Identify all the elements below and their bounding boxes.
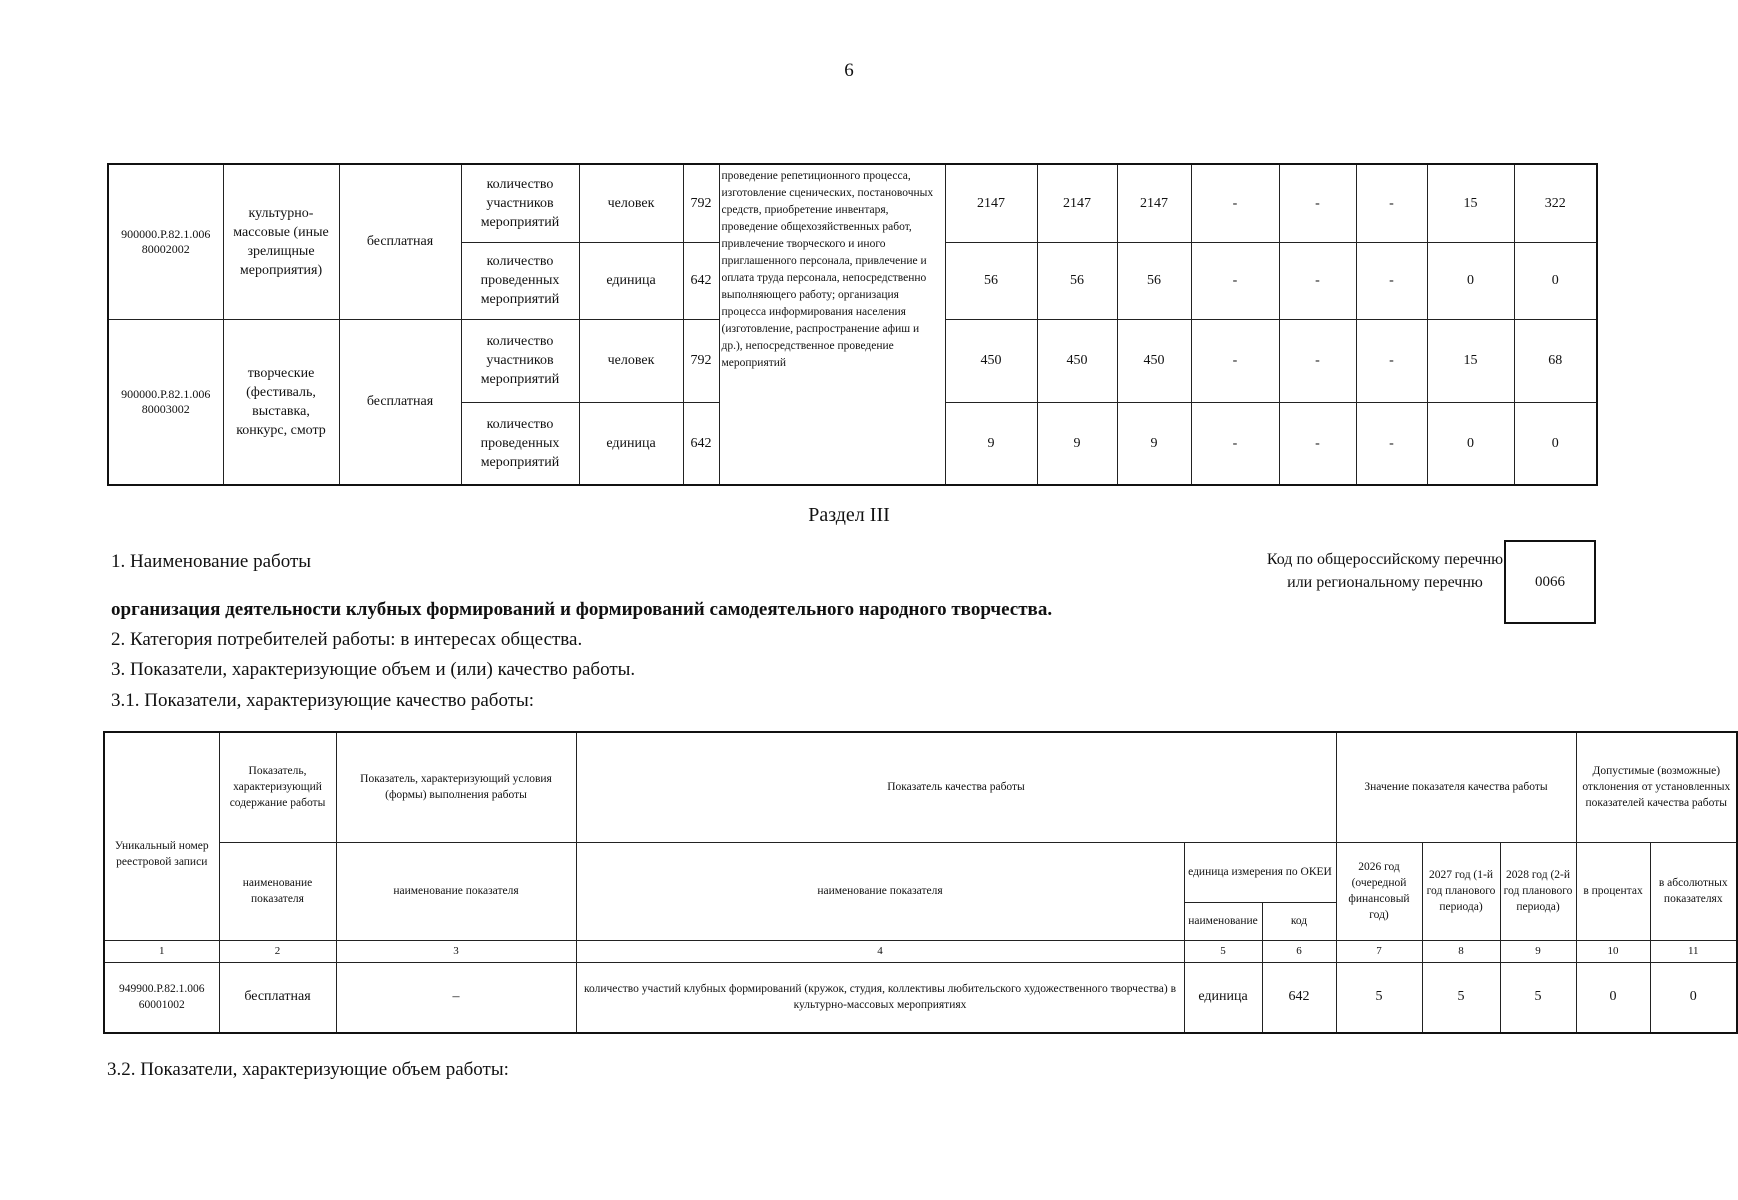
column-number: 9 (1500, 940, 1576, 962)
header-content-indicator: Показатель, характеризующий содержание работы (219, 732, 336, 842)
header-deviation: Допустимые (возможные) отклонения от установленных показателей качества работы (1576, 732, 1737, 842)
registry-id: 949900.Р.82.1.006 60001002 (104, 962, 219, 1033)
unit-code: 792 (683, 319, 719, 402)
column-number: 5 (1184, 940, 1262, 962)
value-2027: 5 (1422, 962, 1500, 1033)
header-quality-value: Значение показателя качества работы (1336, 732, 1576, 842)
registry-code-value: 0066 (1535, 573, 1565, 590)
volume-indicators-heading: 3.2. Показатели, характеризующие объем работы: (107, 1059, 509, 1080)
quality-indicators-table (103, 731, 1738, 1034)
cell-dash: - (1356, 164, 1427, 242)
deviation-absolute: 322 (1514, 164, 1597, 242)
deviation-absolute: 0 (1650, 962, 1737, 1033)
cell-dash: - (1191, 319, 1279, 402)
header-absolute: в абсолютных показателях (1650, 842, 1737, 940)
registry-id: 900000.Р.82.1.006 80002002 (108, 164, 223, 319)
header-name-indicator: наименование показателя (336, 842, 576, 940)
deviation-percent: 15 (1427, 319, 1514, 402)
value-2028: 9 (1117, 402, 1191, 485)
work-name: организация деятельности клубных формирований и формирований самодеятельного народного творчества. (111, 599, 1053, 620)
header-name-indicator: наименование показателя (576, 842, 1184, 940)
registry-code-label: Код по общероссийскому перечню или региональному перечню (1266, 551, 1504, 591)
section-title: Раздел III (808, 504, 890, 526)
registry-id: 900000.Р.82.1.006 80003002 (108, 319, 223, 485)
deviation-percent: 0 (1427, 402, 1514, 485)
cell-dash: - (1356, 402, 1427, 485)
header-name-indicator: наименование показателя (219, 842, 336, 940)
header-year-2028: 2028 год (2-й год планового периода) (1500, 842, 1576, 940)
value-2027: 9 (1037, 402, 1117, 485)
quality-indicator-name: количество участий клубных формирований (кружок, студия, коллективы любительского художественного творчества) в культурно-массовых мероприятиях (576, 962, 1184, 1033)
cell-dash: - (1279, 164, 1356, 242)
value-2026: 9 (945, 402, 1037, 485)
consumer-category: 2. Категория потребителей работы: в интересах общества. (111, 629, 583, 650)
content-indicator: творческие (фестиваль, выставка, конкурс, смотр (223, 319, 339, 485)
header-unit-name: наименование (1184, 902, 1262, 940)
table-row (104, 962, 1737, 1033)
value-2026: 5 (1336, 962, 1422, 1033)
page-number: 6 (844, 60, 854, 81)
value-2027: 2147 (1037, 164, 1117, 242)
cell-dash: - (1191, 242, 1279, 319)
header-quality-indicator: Показатель качества работы (576, 732, 1336, 842)
header-condition-indicator: Показатель, характеризующий условия (формы) выполнения работы (336, 732, 576, 842)
header-percent: в процентах (1576, 842, 1650, 940)
registry-code-box (1504, 540, 1596, 624)
header-unit-okei: единица измерения по ОКЕИ (1184, 842, 1336, 902)
column-number: 10 (1576, 940, 1650, 962)
cell-dash: - (1356, 319, 1427, 402)
header-year-2026: 2026 год (очередной финансовый год) (1336, 842, 1422, 940)
value-2027: 450 (1037, 319, 1117, 402)
unit-name: единица (1184, 962, 1262, 1033)
value-2026: 2147 (945, 164, 1037, 242)
unit-code: 642 (683, 242, 719, 319)
cell-dash: - (1279, 402, 1356, 485)
unit-code: 642 (1262, 962, 1336, 1033)
value-2028: 5 (1500, 962, 1576, 1033)
header-unit-code: код (1262, 902, 1336, 940)
cell-dash: - (1191, 164, 1279, 242)
cell-dash: - (1279, 242, 1356, 319)
content-indicator: бесплатная (219, 962, 336, 1033)
value-2028: 450 (1117, 319, 1191, 402)
condition-indicator: бесплатная (339, 319, 461, 485)
indicator-name: количество проведенных мероприятий (461, 402, 579, 485)
column-number: 8 (1422, 940, 1500, 962)
unit-name: единица (579, 242, 683, 319)
column-number: 11 (1650, 940, 1737, 962)
value-2026: 56 (945, 242, 1037, 319)
column-number: 6 (1262, 940, 1336, 962)
header-year-2027: 2027 год (1-й год планового периода) (1422, 842, 1500, 940)
value-2028: 56 (1117, 242, 1191, 319)
unit-code: 792 (683, 164, 719, 242)
indicator-name: количество участников мероприятий (461, 319, 579, 402)
indicator-name: количество участников мероприятий (461, 164, 579, 242)
deviation-absolute: 0 (1514, 402, 1597, 485)
indicators-heading: 3. Показатели, характеризующие объем и (или) качество работы. (111, 659, 636, 680)
value-2026: 450 (945, 319, 1037, 402)
work-name-label: 1. Наименование работы (111, 551, 312, 572)
unit-name: человек (579, 164, 683, 242)
content-indicator: культурно-массовые (иные зрелищные мероприятия) (223, 164, 339, 319)
cell-dash: - (1191, 402, 1279, 485)
value-2028: 2147 (1117, 164, 1191, 242)
deviation-percent: 0 (1576, 962, 1650, 1033)
condition-indicator: – (336, 962, 576, 1033)
condition-indicator: бесплатная (339, 164, 461, 319)
column-number: 3 (336, 940, 576, 962)
column-number: 2 (219, 940, 336, 962)
column-number: 1 (104, 940, 219, 962)
column-number: 7 (1336, 940, 1422, 962)
unit-name: единица (579, 402, 683, 485)
deviation-absolute: 68 (1514, 319, 1597, 402)
value-2027: 56 (1037, 242, 1117, 319)
unit-name: человек (579, 319, 683, 402)
header-unique-number: Уникальный номер реестровой записи (104, 732, 219, 940)
deviation-absolute: 0 (1514, 242, 1597, 319)
work-description: проведение репетиционного процесса, изготовление сценических, постановочных средств, приобретение инвентаря, проведение общехозяйственных работ, привлечение творческого и иного приглашенного персонала, привлечение и оплата труда персонала, непосредственно выполняющего работу; организация процесса информирования населения (изготовление, распространение афиш и др.), непосредственное проведение мероприятий (719, 164, 945, 485)
quality-indicators-heading: 3.1. Показатели, характеризующие качество работы: (111, 690, 535, 711)
services-volume-table (107, 163, 1598, 486)
table-row (108, 164, 1597, 242)
deviation-percent: 15 (1427, 164, 1514, 242)
indicator-name: количество проведенных мероприятий (461, 242, 579, 319)
column-number: 4 (576, 940, 1184, 962)
cell-dash: - (1356, 242, 1427, 319)
cell-dash: - (1279, 319, 1356, 402)
deviation-percent: 0 (1427, 242, 1514, 319)
unit-code: 642 (683, 402, 719, 485)
